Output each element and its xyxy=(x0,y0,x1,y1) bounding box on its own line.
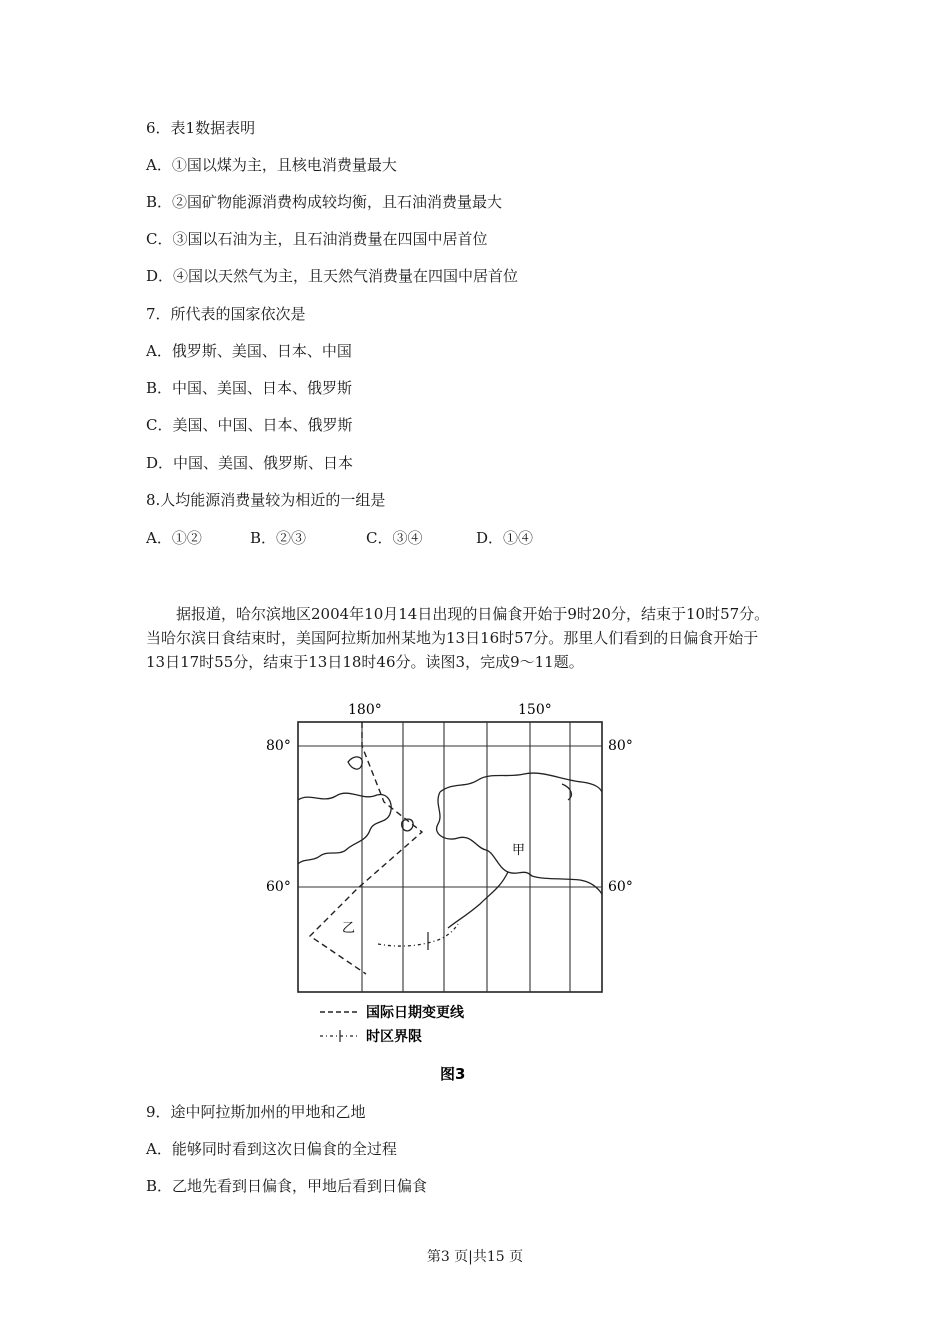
label-place-yi: 乙 xyxy=(342,921,356,936)
q8-option-b: B．②③ xyxy=(250,529,307,547)
q7-option-d: D．中国、美国、俄罗斯、日本 xyxy=(146,454,354,472)
q8-option-c: C．③④ xyxy=(366,529,423,547)
q8-options xyxy=(146,528,533,548)
label-lat-80-right: 80° xyxy=(608,738,633,754)
passage-line: 当哈尔滨日食结束时，美国阿拉斯加州某地为13日16时57分。那里人们看到的日偏食开始于 xyxy=(146,629,759,647)
q8-option-d: D．①④ xyxy=(476,529,534,547)
q6-option-a: A．①国以煤为主，且核电消费量最大 xyxy=(146,156,397,174)
q6-option-b: B．②国矿物能源消费构成较均衡，且石油消费量最大 xyxy=(146,193,503,211)
q9-stem: 9．途中阿拉斯加州的甲地和乙地 xyxy=(146,1103,366,1121)
time-zone-boundary xyxy=(378,924,458,946)
label-place-jia: 甲 xyxy=(512,843,526,858)
label-lon-180: 180° xyxy=(348,702,382,718)
passage xyxy=(146,602,826,674)
label-lat-60-right: 60° xyxy=(608,879,633,895)
passage-line: 据报道，哈尔滨地区2004年10月14日出现的日偏食开始于9时20分，结束于10时57分。 xyxy=(176,605,770,623)
figure-3-map xyxy=(262,692,642,1092)
q6-option-d: D．④国以天然气为主，且天然气消费量在四国中居首位 xyxy=(146,267,519,285)
legend-dateline-label: 国际日期变更线 xyxy=(366,1005,464,1021)
label-lat-60-left: 60° xyxy=(266,879,291,895)
q6-option-c: C．③国以石油为主，且石油消费量在四国中居首位 xyxy=(146,230,488,248)
q9-option-a: A．能够同时看到这次日偏食的全过程 xyxy=(146,1140,397,1158)
q6-stem: 6．表1数据表明 xyxy=(146,119,256,137)
q8-option-a: A．①② xyxy=(146,529,202,547)
map-frame xyxy=(298,722,602,992)
legend-timezone-label: 时区界限 xyxy=(366,1029,422,1045)
page-footer: 第3 页|共15 页 xyxy=(426,1249,524,1265)
coastline xyxy=(298,757,602,928)
q7-option-c: C．美国、中国、日本、俄罗斯 xyxy=(146,416,353,434)
parallel-lines xyxy=(298,746,602,887)
q8-stem: 8.人均能源消费量较为相近的一组是 xyxy=(146,491,386,509)
international-date-line xyxy=(310,722,422,974)
label-lat-80-left: 80° xyxy=(266,738,291,754)
figure-caption: 图3 xyxy=(440,1065,466,1083)
q7-option-b: B．中国、美国、日本、俄罗斯 xyxy=(146,379,353,397)
q9-option-b: B．乙地先看到日偏食，甲地后看到日偏食 xyxy=(146,1177,428,1195)
label-lon-150: 150° xyxy=(518,702,552,718)
passage-line: 13日17时55分，结束于13日18时46分。读图3，完成9～11题。 xyxy=(146,653,584,671)
q7-option-a: A．俄罗斯、美国、日本、中国 xyxy=(146,342,352,360)
q7-stem: 7．所代表的国家依次是 xyxy=(146,305,306,323)
